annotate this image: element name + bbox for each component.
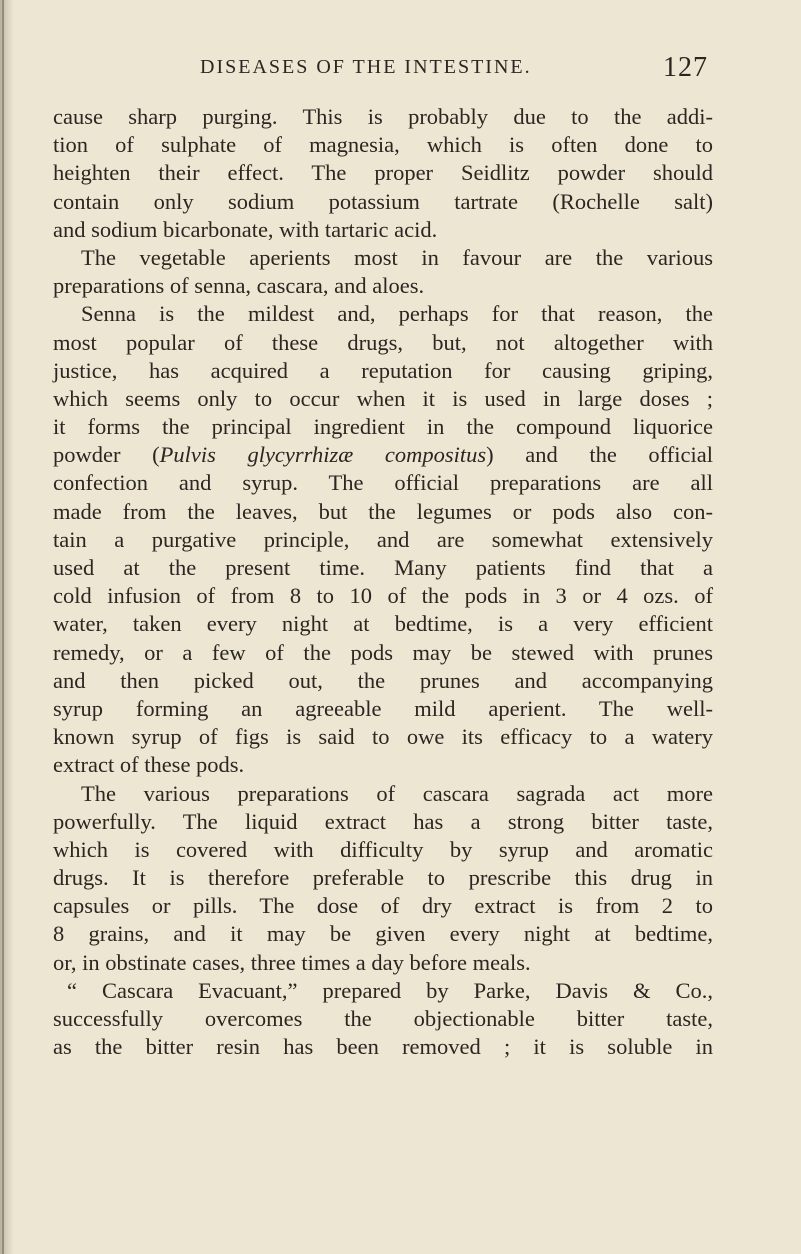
text-line: tain a purgative principle, and are somewhat extensively xyxy=(53,526,713,552)
text-segment: ) and the official xyxy=(486,442,713,468)
latin-name: Pulvis glycyrrhizæ compositus xyxy=(159,442,487,468)
text-line: contain only sodium potassium tartrate (Rochelle salt) xyxy=(53,188,713,214)
text-line: justice, has acquired a reputation for causing griping, xyxy=(53,357,713,383)
text-line: heighten their effect. The proper Seidlitz powder should xyxy=(53,160,713,186)
text-line: syrup forming an agreeable mild aperient. The well- xyxy=(53,695,713,721)
text-line: “ Cascara Evacuant,” prepared by Parke, Davis & Co., xyxy=(67,977,713,1003)
text-line: and sodium bicarbonate, with tartaric acid. xyxy=(53,216,438,242)
text-line: which seems only to occur when it is used in large doses ; xyxy=(53,385,713,411)
text-line: most popular of these drugs, but, not altogether with xyxy=(53,329,713,355)
text-line: drugs. It is therefore preferable to prescribe this drug in xyxy=(53,865,713,891)
text-line: capsules or pills. The dose of dry extract is from 2 to xyxy=(53,893,713,919)
text-line: known syrup of figs is said to owe its efficacy to a watery xyxy=(53,724,713,750)
text-line: extract of these pods. xyxy=(53,752,245,778)
page-binding-edge xyxy=(2,0,4,1254)
body-text xyxy=(53,103,713,1061)
text-line: cause sharp purging. This is probably due to the addi- xyxy=(53,104,713,129)
text-line: Senna is the mildest and, perhaps for that reason, the xyxy=(81,301,713,327)
text-segment: powder ( xyxy=(53,442,160,468)
text-line: The vegetable aperients most in favour are the various xyxy=(81,244,713,270)
text-line: it forms the principal ingredient in the compound liquorice xyxy=(53,414,713,440)
text-line: and then picked out, the prunes and accompanying xyxy=(53,667,713,693)
running-head xyxy=(200,52,720,86)
text-line: 8 grains, and it may be given every night at bedtime, xyxy=(53,921,713,947)
text-line: remedy, or a few of the pods may be stewed with prunes xyxy=(53,639,713,665)
text-line: which is covered with difficulty by syrup and aromatic xyxy=(53,836,713,862)
text-line: used at the present time. Many patients find that a xyxy=(53,555,713,580)
text-line: made from the leaves, but the legumes or pods also con- xyxy=(53,498,713,524)
text-line: The various preparations of cascara sagrada act more xyxy=(81,780,713,806)
text-line: powerfully. The liquid extract has a strong bitter taste, xyxy=(53,808,713,834)
running-title: DISEASES OF THE INTESTINE. xyxy=(200,56,532,78)
text-line: preparations of senna, cascara, and aloes. xyxy=(53,273,425,299)
text-line xyxy=(53,441,713,469)
text-line: tion of sulphate of magnesia, which is often done to xyxy=(53,132,713,158)
text-line: confection and syrup. The official preparations are all xyxy=(53,470,713,496)
text-line: or, in obstinate cases, three times a day before meals. xyxy=(53,949,531,975)
text-line: cold infusion of from 8 to 10 of the pods in 3 or 4 ozs. of xyxy=(53,583,713,609)
page-number: 127 xyxy=(663,52,708,83)
text-line: successfully overcomes the objectionable bitter taste, xyxy=(53,1006,713,1031)
text-line: water, taken every night at bedtime, is a very efficient xyxy=(53,611,713,637)
text-line: as the bitter resin has been removed ; it is soluble in xyxy=(53,1034,713,1060)
